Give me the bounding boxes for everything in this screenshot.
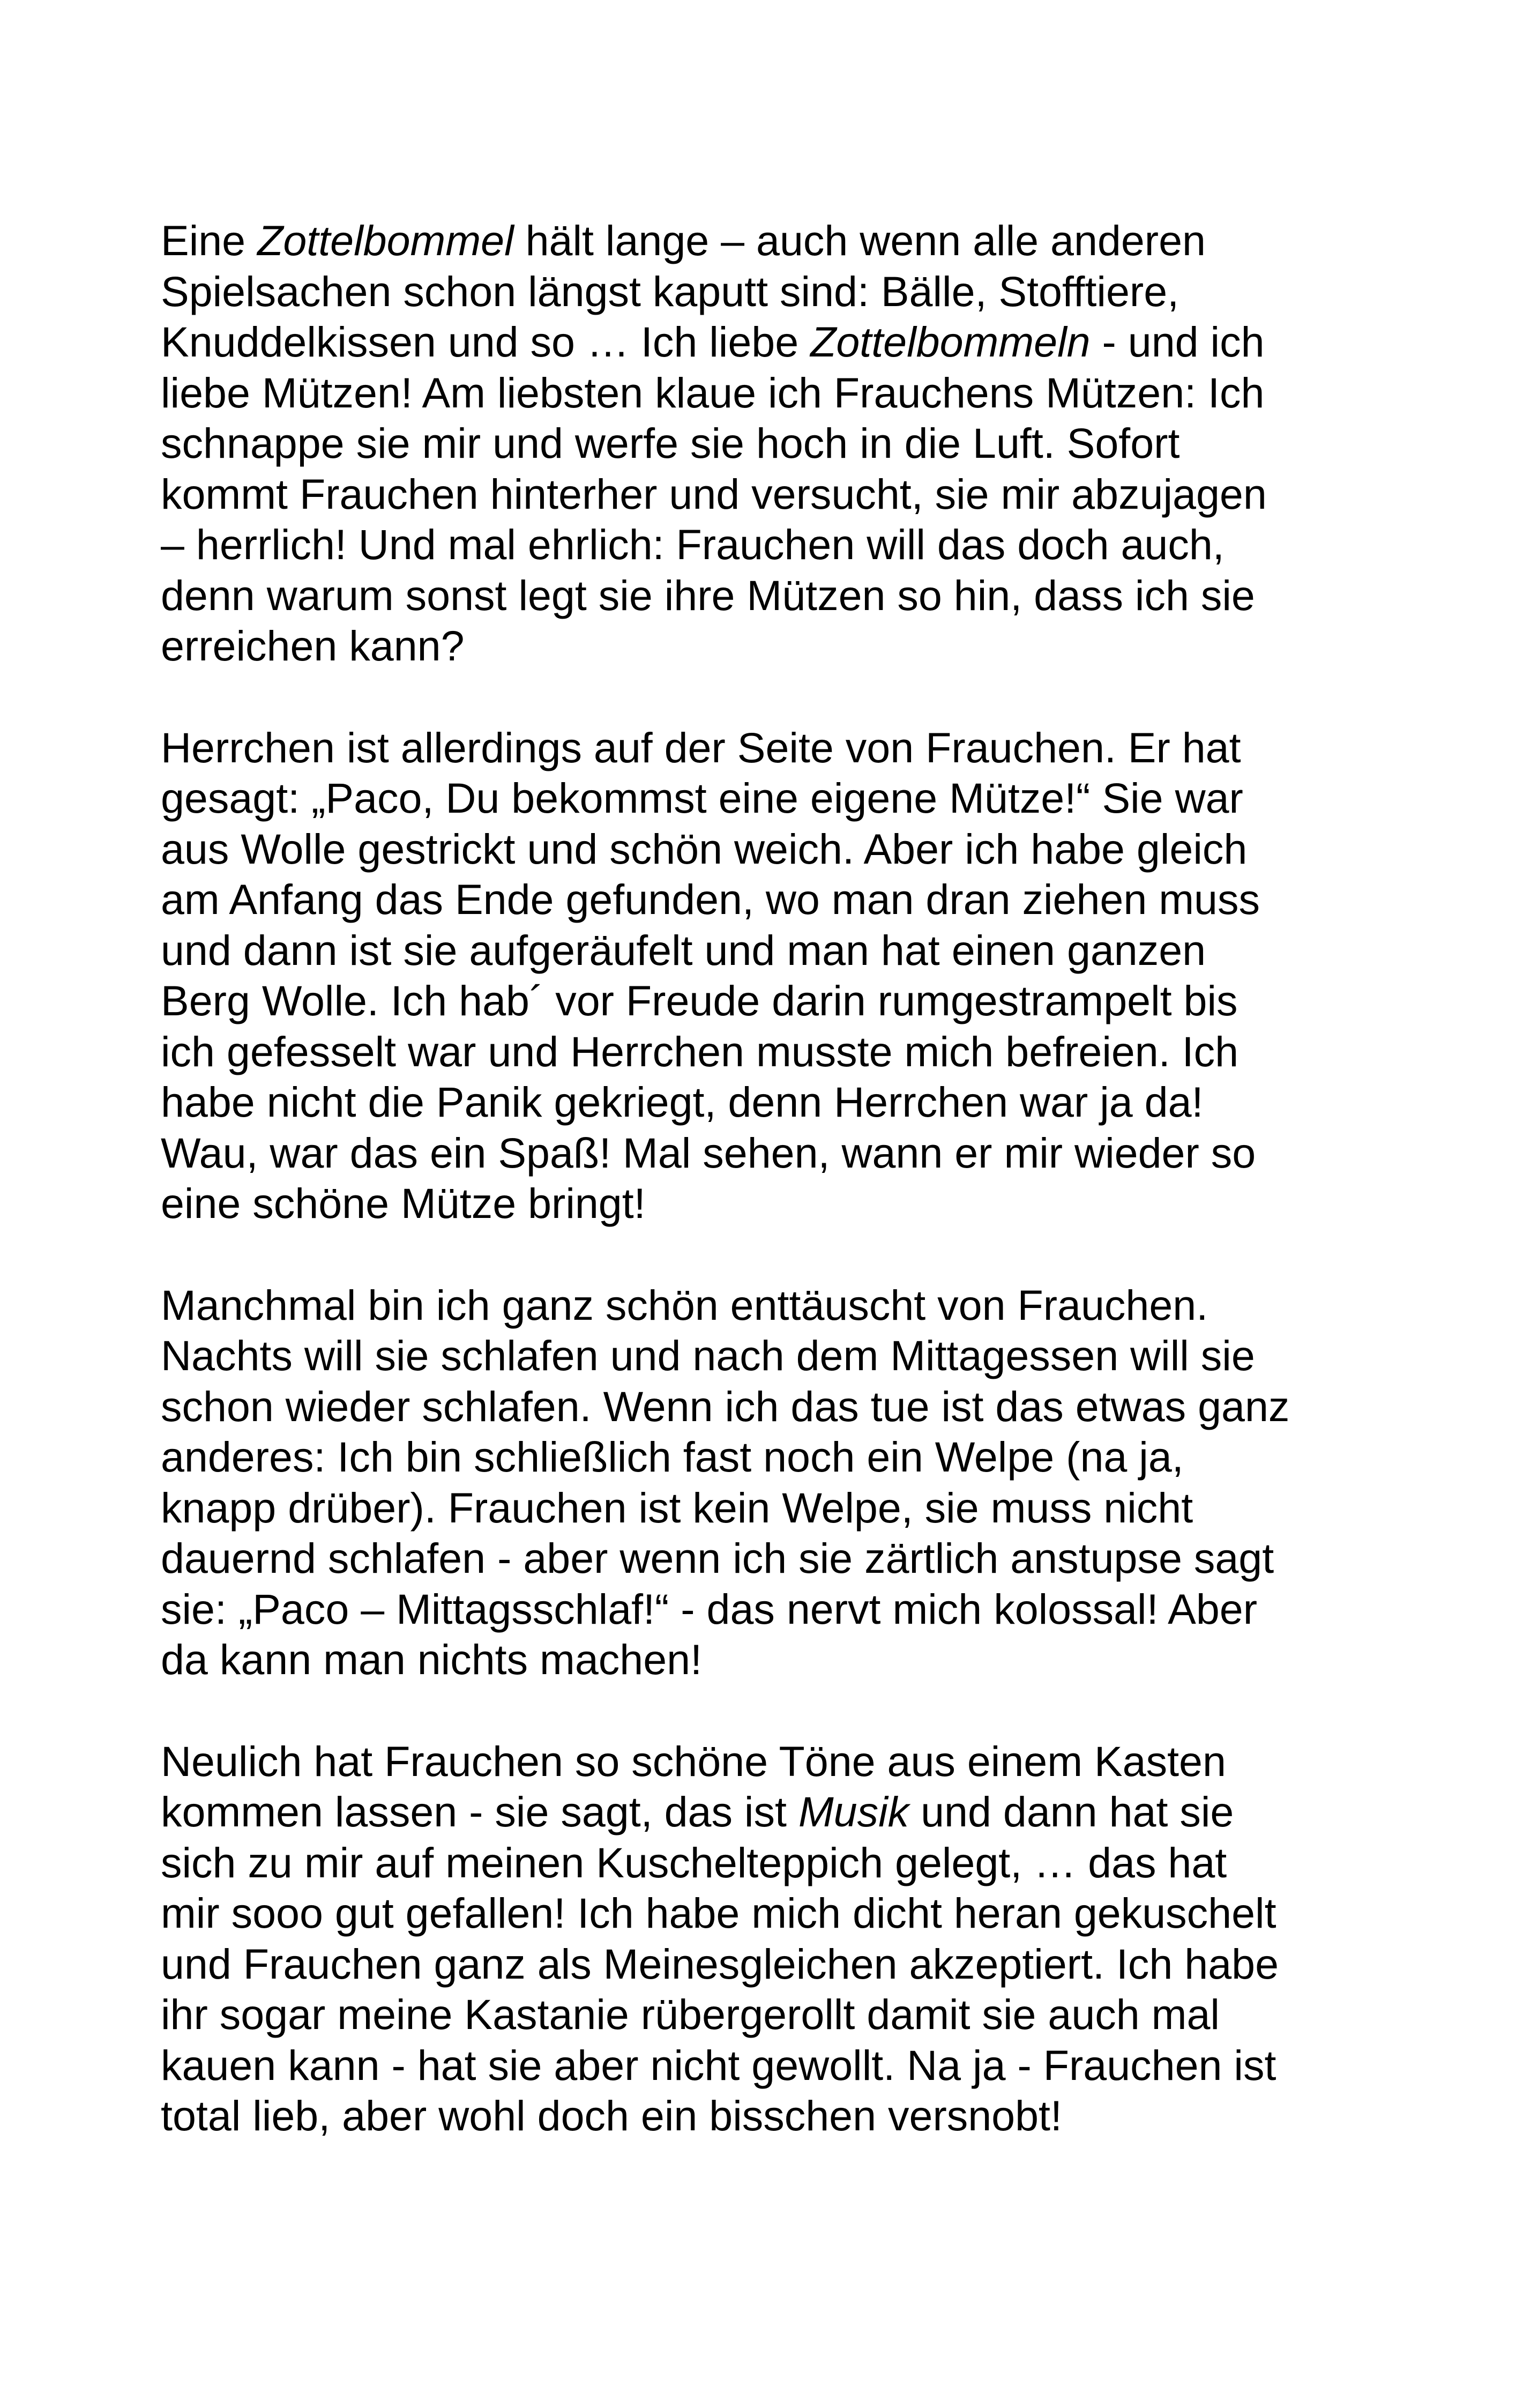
text-line [161, 874, 1393, 925]
paragraph [161, 1736, 1393, 2142]
text-segment: eine schöne Mütze bringt! [161, 1179, 646, 1227]
text-line [161, 1787, 1393, 1838]
text-segment: erreichen kann? [161, 622, 465, 670]
text-line [161, 1077, 1393, 1128]
text-line [161, 317, 1393, 368]
text-line [161, 570, 1393, 621]
text-segment: ihr sogar meine Kastanie rübergerollt damit sie auch mal [161, 1990, 1220, 2038]
italic-text: Zottelbommeln [810, 318, 1091, 366]
text-segment: und dann ist sie aufgeräufelt und man hat einen ganzen [161, 926, 1206, 974]
text-line [161, 2091, 1393, 2142]
text-segment: schnappe sie mir und werfe sie hoch in die Luft. Sofort [161, 419, 1180, 467]
text-segment: Neulich hat Frauchen so schöne Töne aus einem Kasten [161, 1737, 1226, 1785]
text-segment: Wau, war das ein Spaß! Mal sehen, wann er mir wieder so [161, 1128, 1256, 1177]
text-segment: total lieb, aber wohl doch ein bisschen versnobt! [161, 2092, 1062, 2139]
text-segment: gesagt: „Paco, Du bekommst eine eigene Mütze!“ Sie war [161, 774, 1243, 822]
text-segment: Herrchen ist allerdings auf der Seite von Frauchen. Er hat [161, 723, 1241, 771]
text-line [161, 215, 1393, 266]
text-segment: aus Wolle gestrickt und schön weich. Aber ich habe gleich [161, 824, 1248, 873]
text-segment: schon wieder schlafen. Wenn ich das tue ist das etwas ganz [161, 1382, 1290, 1430]
text-line [161, 469, 1393, 520]
text-segment: sich zu mir auf meinen Kuschelteppich gelegt, … das hat [161, 1838, 1227, 1886]
text-line [161, 1634, 1393, 1685]
text-line [161, 1989, 1393, 2040]
text-line [161, 1888, 1393, 1939]
text-segment: Berg Wolle. Ich hab´ vor Freude darin rumgestrampelt bis [161, 977, 1238, 1024]
text-line [161, 773, 1393, 824]
text-segment: Spielsachen schon längst kaputt sind: Bälle, Stofftiere, [161, 267, 1179, 315]
text-line [161, 824, 1393, 875]
text-line [161, 1533, 1393, 1584]
paragraph [161, 1280, 1393, 1685]
text-segment: Knuddelkissen und so … Ich liebe [161, 318, 811, 366]
text-segment: habe nicht die Panik gekriegt, denn Herrchen war ja da! [161, 1078, 1204, 1126]
text-segment: am Anfang das Ende gefunden, wo man dran ziehen muss [161, 875, 1260, 923]
text-line [161, 1128, 1393, 1179]
text-line [161, 1584, 1393, 1635]
text-line [161, 976, 1393, 1027]
text-segment: kommen lassen - sie sagt, das ist [161, 1788, 798, 1835]
text-line [161, 621, 1393, 672]
text-line [161, 266, 1393, 317]
text-line [161, 1381, 1393, 1432]
text-segment: da kann man nichts machen! [161, 1636, 703, 1683]
text-segment: knapp drüber). Frauchen ist kein Welpe, sie muss nicht [161, 1483, 1193, 1532]
text-line [161, 519, 1393, 570]
text-segment: kommt Frauchen hinterher und versucht, sie mir abzujagen [161, 470, 1267, 518]
body-text [161, 215, 1393, 2142]
italic-text: Zottelbommel [257, 217, 514, 264]
italic-text: Musik [798, 1788, 909, 1835]
text-line [161, 2040, 1393, 2091]
text-line [161, 925, 1393, 976]
text-segment: sie: „Paco – Mittagsschlaf!“ - das nervt mich kolossal! Aber [161, 1585, 1258, 1633]
text-segment: Manchmal bin ich ganz schön enttäuscht von Frauchen. [161, 1281, 1208, 1329]
text-segment: kauen kann - hat sie aber nicht gewollt. Na ja - Frauchen ist [161, 2041, 1276, 2089]
text-line [161, 1432, 1393, 1483]
text-segment: - und ich [1090, 318, 1265, 366]
text-segment: – herrlich! Und mal ehrlich: Frauchen will das doch auch, [161, 521, 1225, 568]
text-line [161, 1027, 1393, 1077]
text-line [161, 1178, 1393, 1229]
text-segment: und dann hat sie [909, 1788, 1234, 1835]
text-line [161, 418, 1393, 469]
text-segment: mir sooo gut gefallen! Ich habe mich dicht heran gekuschelt [161, 1889, 1276, 1937]
text-line [161, 1331, 1393, 1381]
text-line [161, 1280, 1393, 1331]
text-line [161, 1939, 1393, 1990]
paragraph [161, 723, 1393, 1229]
text-line [161, 1736, 1393, 1787]
text-segment: und Frauchen ganz als Meinesgleichen akzeptiert. Ich habe [161, 1939, 1279, 1988]
text-line [161, 1838, 1393, 1889]
text-segment: Eine [161, 217, 258, 264]
document-page [161, 215, 1393, 2193]
text-segment: dauernd schlafen - aber wenn ich sie zärtlich anstupse sagt [161, 1534, 1274, 1582]
text-segment: ich gefesselt war und Herrchen musste mich befreien. Ich [161, 1027, 1239, 1075]
text-segment: liebe Mützen! Am liebsten klaue ich Frauchens Mützen: Ich [161, 368, 1265, 417]
text-segment: hält lange – auch wenn alle anderen [513, 217, 1206, 264]
text-line [161, 723, 1393, 774]
paragraph [161, 215, 1393, 672]
text-segment: anderes: Ich bin schließlich fast noch ein Welpe (na ja, [161, 1433, 1184, 1481]
text-line [161, 1483, 1393, 1534]
text-segment: Nachts will sie schlafen und nach dem Mittagessen will sie [161, 1332, 1255, 1379]
text-line [161, 368, 1393, 419]
text-segment: denn warum sonst legt sie ihre Mützen so hin, dass ich sie [161, 571, 1255, 619]
